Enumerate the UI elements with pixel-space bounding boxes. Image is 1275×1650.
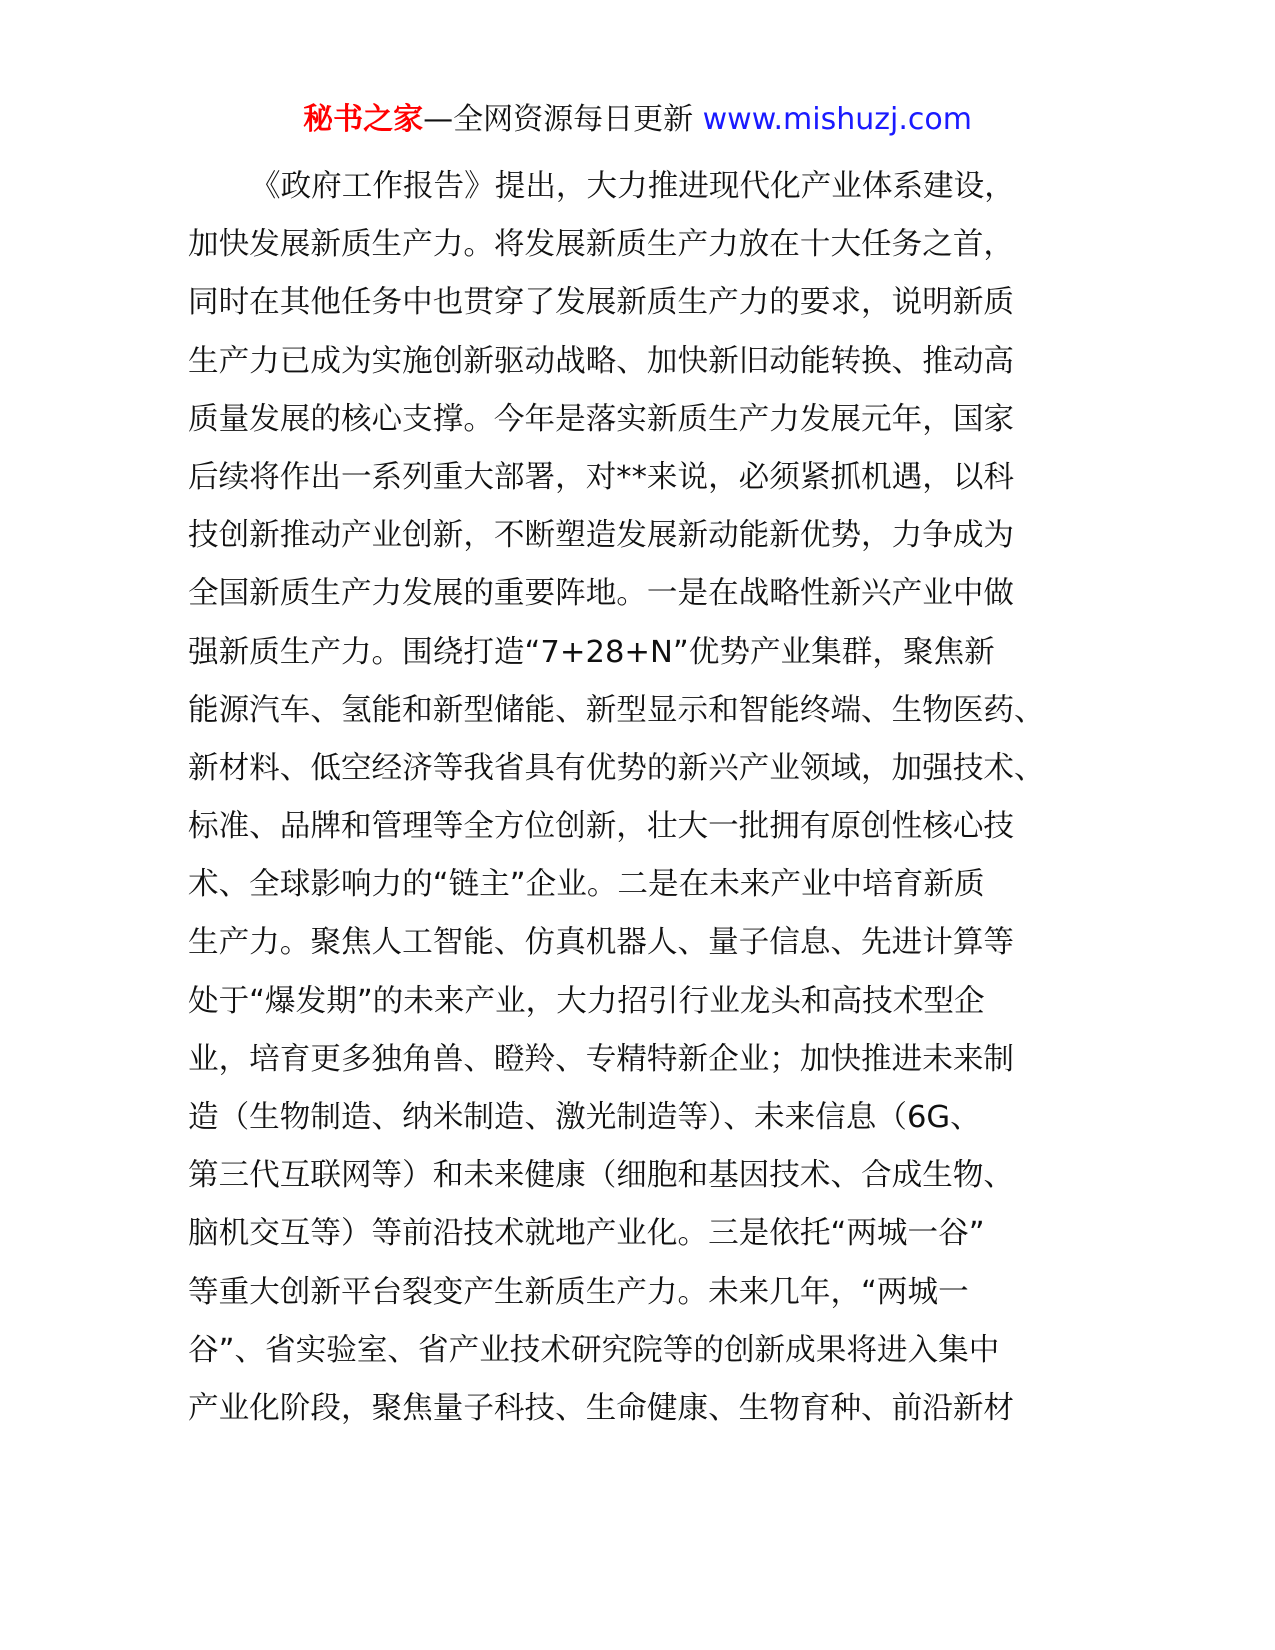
text-line: 同时在其他任务中也贯穿了发展新质生产力的要求，说明新质	[188, 285, 1015, 321]
text-line: 新材料、低空经济等我省具有优势的新兴产业领域，加强技术、	[188, 750, 1045, 786]
header-tagline: —全网资源每日更新	[423, 102, 703, 137]
text-line: 产业化阶段，聚焦量子科技、生命健康、生物育种、前沿新材	[188, 1390, 1015, 1426]
page-header	[0, 100, 1275, 140]
text-line: 加快发展新质生产力。将发展新质生产力放在十大任务之首，	[188, 227, 1015, 263]
text-line: 处于“爆发期”的未来产业，大力招引行业龙头和高技术型企	[188, 983, 985, 1019]
text-line: 《政府工作报告》提出，大力推进现代化产业体系建设，	[250, 169, 1015, 204]
text-line: 生产力已成为实施创新驱动战略、加快新旧动能转换、推动高	[188, 343, 1015, 379]
text-line: 技创新推动产业创新，不断塑造发展新动能新优势，力争成为	[188, 518, 1015, 554]
text-line: 第三代互联网等）和未来健康（细胞和基因技术、合成生物、	[188, 1158, 1015, 1194]
brand-name: 秘书之家	[303, 102, 424, 137]
text-line: 业，培育更多独角兽、瞪羚、专精特新企业；加快推进未来制	[188, 1041, 1015, 1077]
text-line: 术、全球影响力的“链主”企业。二是在未来产业中培育新质	[188, 867, 985, 903]
website-link[interactable]: www.mishuzj.com	[702, 102, 972, 137]
text-line: 标准、品牌和管理等全方位创新，壮大一批拥有原创性核心技	[188, 809, 1015, 845]
body-paragraph	[188, 158, 1090, 1438]
text-line: 谷”、省实验室、省产业技术研究院等的创新成果将进入集中	[188, 1332, 1000, 1368]
text-line: 全国新质生产力发展的重要阵地。一是在战略性新兴产业中做	[188, 576, 1015, 612]
text-line: 质量发展的核心支撑。今年是落实新质生产力发展元年，国家	[188, 401, 1015, 437]
text-line: 能源汽车、氢能和新型储能、新型显示和智能终端、生物医药、	[188, 692, 1045, 728]
text-line: 等重大创新平台裂变产生新质生产力。未来几年，“两城一	[188, 1274, 969, 1310]
text-line: 强新质生产力。围绕打造“7+28+N”优势产业集群，聚焦新	[188, 634, 995, 670]
text-line: 脑机交互等）等前沿技术就地产业化。三是依托“两城一谷”	[188, 1216, 985, 1252]
text-line: 生产力。聚焦人工智能、仿真机器人、量子信息、先进计算等	[188, 925, 1015, 961]
text-line: 造（生物制造、纳米制造、激光制造等）、未来信息（6G、	[188, 1100, 981, 1135]
text-line: 后续将作出一系列重大部署，对**来说，必须紧抓机遇，以科	[188, 459, 1015, 495]
